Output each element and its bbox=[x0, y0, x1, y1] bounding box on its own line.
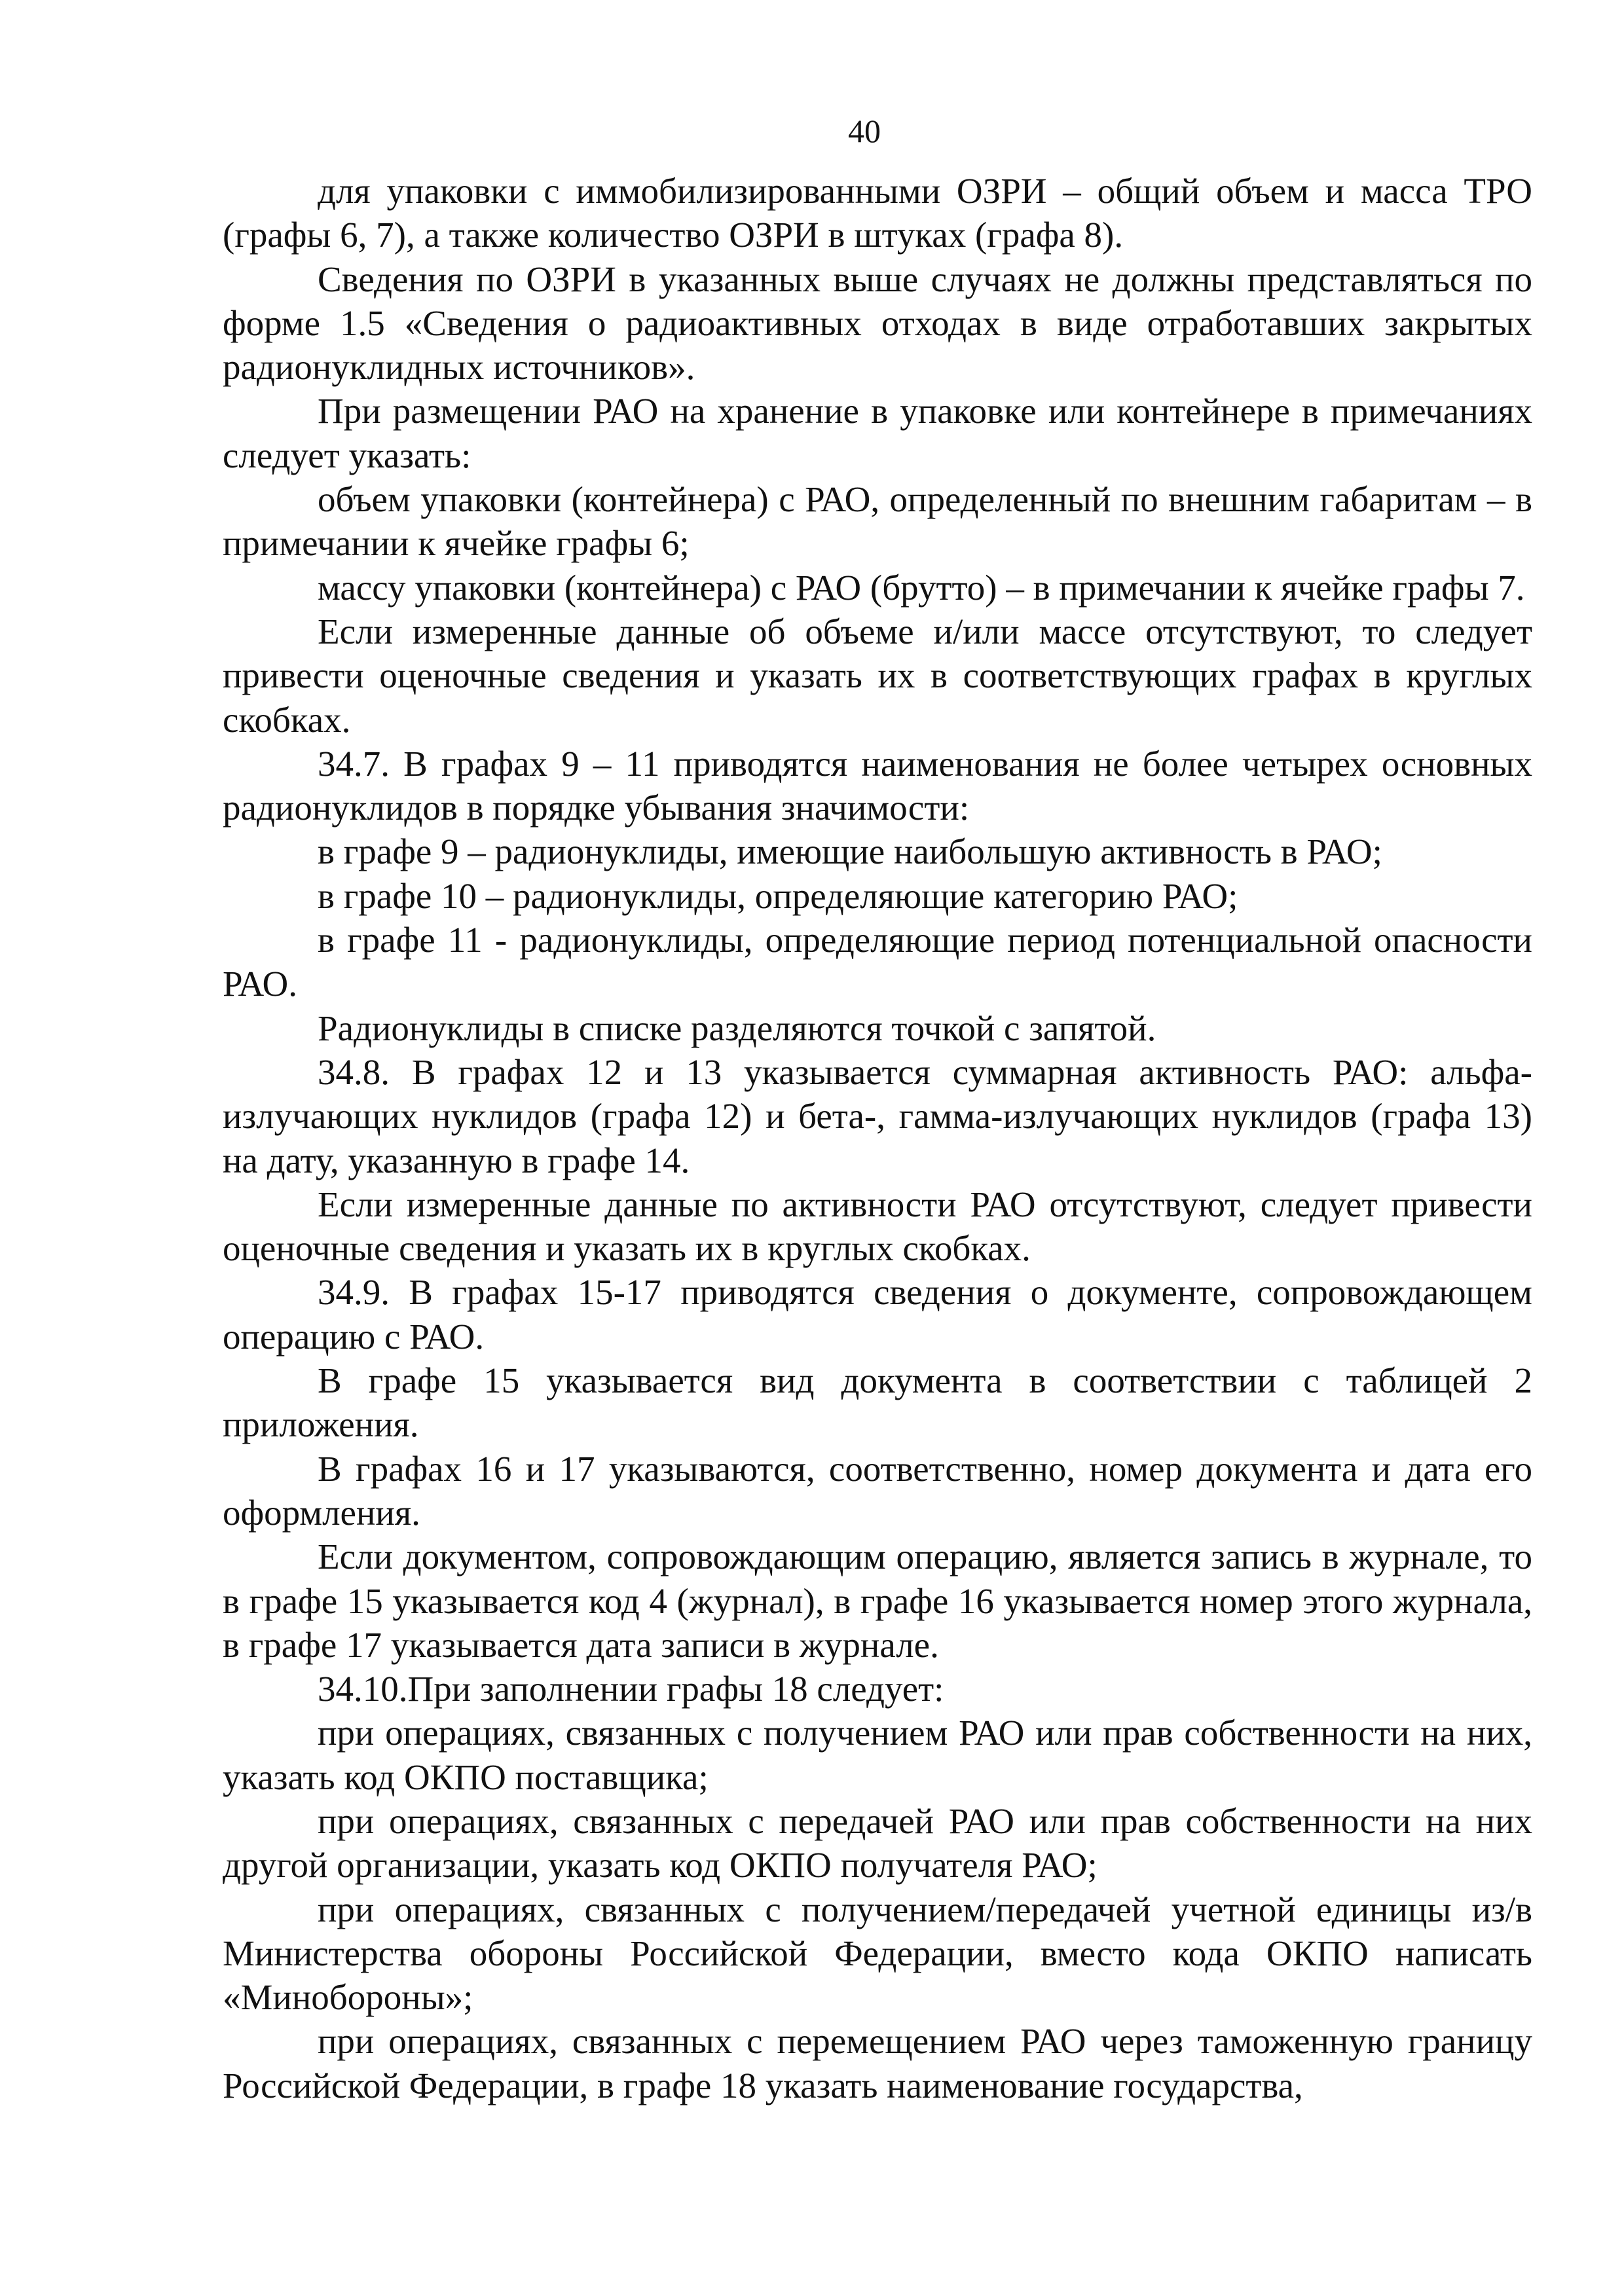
paragraph-12: 34.8. В графах 12 и 13 указывается суммарная активность РАО: альфа-излучающих нуклидов (графа 12) и бета-, гамма-излучающих нуклидов (графа 13) на дату, указанную в графе 14. bbox=[223, 1051, 1532, 1180]
paragraph-3: При размещении РАО на хранение в упаковке или контейнере в примечаниях следует указать: bbox=[223, 391, 1532, 475]
paragraph-1: для упаковки с иммобилизированными ОЗРИ – общий объем и масса ТРО (графы 6, 7), а также количество ОЗРИ в штуках (графа 8). bbox=[223, 171, 1532, 255]
paragraph-5: массу упаковки (контейнера) с РАО (брутто) – в примечании к ячейке графы 7. bbox=[318, 567, 1525, 608]
paragraph-18: 34.10.При заполнении графы 18 следует: bbox=[318, 1669, 944, 1709]
document-body bbox=[223, 169, 1532, 2107]
page-number: 40 bbox=[848, 113, 881, 149]
paragraph-17: Если документом, сопровождающим операцию, является запись в журнале, то в графе 15 указывается код 4 (журнал), в графе 16 указывается номер этого журнала, в графе 17 указывается дата записи в журнале. bbox=[223, 1537, 1532, 1665]
paragraph-8: в графе 9 – радионуклиды, имеющие наибольшую активность в РАО; bbox=[318, 831, 1382, 872]
paragraph-20: при операциях, связанных с передачей РАО или прав собственности на них другой организации, указать код ОКПО получателя РАО; bbox=[223, 1800, 1532, 1886]
paragraph-14: 34.9. В графах 15-17 приводятся сведения о документе, сопровождающем операцию с РАО. bbox=[223, 1272, 1532, 1357]
paragraph-11: Радионуклиды в списке разделяются точкой с запятой. bbox=[318, 1008, 1156, 1048]
paragraph-19: при операциях, связанных с получением РАО или прав собственности на них, указать код ОКПО поставщика; bbox=[223, 1713, 1532, 1797]
paragraph-2: Сведения по ОЗРИ в указанных выше случаях не должны представляться по форме 1.5 «Сведения о радиоактивных отходах в виде отработавших закрытых радионуклидных источников». bbox=[223, 259, 1532, 388]
paragraph-13: Если измеренные данные по активности РАО отсутствуют, следует привести оценочные сведения и указать их в круглых скобках. bbox=[223, 1184, 1532, 1269]
paragraph-22: при операциях, связанных с перемещением РАО через таможенную границу Российской Федерации, в графе 18 указать наименование государства, bbox=[223, 2021, 1532, 2105]
paragraph-7: 34.7. В графах 9 – 11 приводятся наименования не более четырех основных радионуклидов в порядке убывания значимости: bbox=[223, 743, 1532, 828]
paragraph-16: В графах 16 и 17 указываются, соответственно, номер документа и дата его оформления. bbox=[223, 1448, 1532, 1533]
paragraph-15: В графе 15 указывается вид документа в соответствии с таблицей 2 приложения. bbox=[223, 1360, 1532, 1445]
paragraph-21: при операциях, связанных с получением/передачей учетной единицы из/в Министерства обороны Российской Федерации, вместо кода ОКПО написать «Минобороны»; bbox=[223, 1889, 1532, 2018]
paragraph-6: Если измеренные данные об объеме и/или массе отсутствуют, то следует привести оценочные сведения и указать их в соответствующих графах в круглых скобках. bbox=[223, 611, 1532, 740]
paragraph-4: объем упаковки (контейнера) с РАО, определенный по внешним габаритам – в примечании к ячейке графы 6; bbox=[223, 479, 1532, 564]
paragraph-10: в графе 11 - радионуклиды, определяющие период потенциальной опасности РАО. bbox=[223, 920, 1532, 1004]
paragraph-9: в графе 10 – радионуклиды, определяющие категорию РАО; bbox=[318, 875, 1238, 916]
